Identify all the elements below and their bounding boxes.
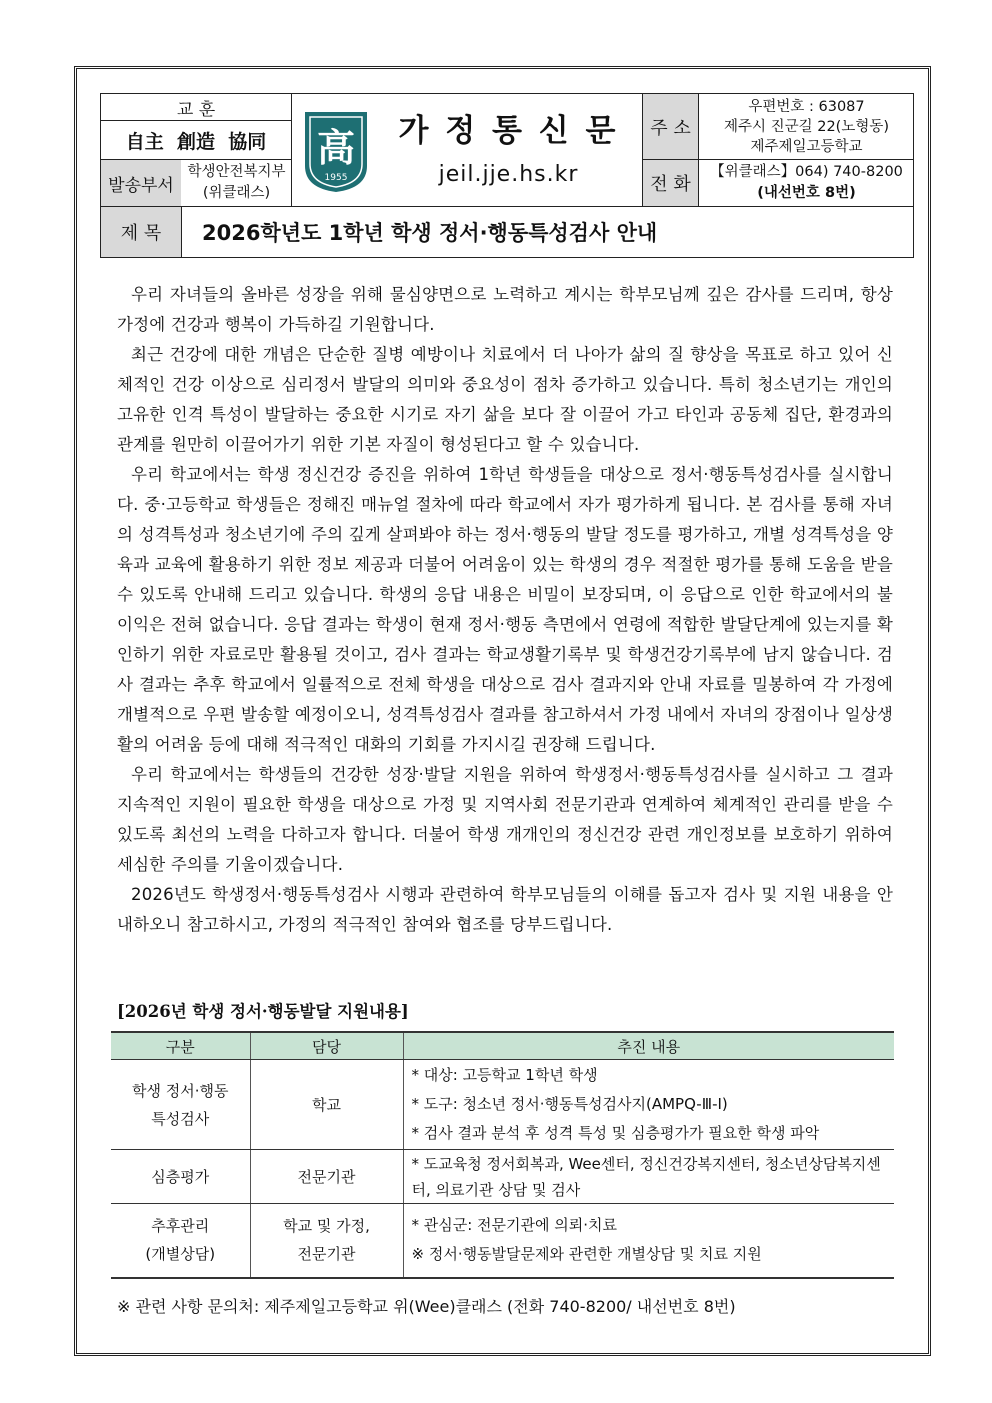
detail-item: * 도구: 청소년 정서·행동특성검사지(AMPQ-Ⅲ-Ⅰ)	[411, 1095, 728, 1113]
row-category: 심층평가	[111, 1150, 250, 1204]
school-emblem-icon	[301, 108, 371, 194]
row-details	[403, 1060, 894, 1150]
paragraph-health-concept: 최근 건강에 대한 개념은 단순한 질병 예방이나 치료에서 더 나아가 삶의 질 향상을 목표로 하고 있어 신체적인 건강 이상으로 심리정서 발달의 의미와 중요성이 점차 증가하고 있습니다. 특히 청소년기는 개인의 고유한 인격 특성이 발달하는 중요한 시기로 자기 삶을 보다 잘 이끌어 가고 타인과 공동체 집단, 환경과의 관계를 원만히 이끌어가기 위한 기본 자질이 형성된다고 할 수 있습니다.	[117, 345, 893, 454]
paragraph-support-plan: 우리 학교에서는 학생들의 건강한 성장·발달 지원을 위하여 학생정서·행동특성검사를 실시하고 그 결과 지속적인 지원이 필요한 학생을 대상으로 가정 및 지역사회 전문기관과 연계하여 체계적인 관리를 받을 수 있도록 최선의 노력을 다하고자 합니다. 더불어 학생 개개인의 정신건강 관련 개인정보를 보호하기 위하여 세심한 주의를 기울이겠습니다.	[117, 765, 893, 874]
contact-note: ※ 관련 사항 문의처: 제주제일고등학교 위(Wee)클래스 (전화 740-8200/ 내선번호 8번)	[117, 1297, 736, 1316]
table-row	[111, 1204, 894, 1278]
postal-code: 우편번호 : 63087	[748, 98, 865, 115]
table-header-row	[111, 1032, 894, 1060]
row-category	[111, 1060, 250, 1150]
phone-number: 【위클래스】064) 740-8200	[710, 164, 903, 180]
owner-line: 전문기관	[297, 1245, 356, 1264]
category-line: 추후관리	[151, 1217, 210, 1236]
dept-line-2: (위클래스)	[202, 185, 271, 201]
school-phone	[699, 160, 914, 206]
school-name: 제주제일고등학교	[750, 138, 863, 155]
school-motto: 自主 創造 協同	[125, 130, 267, 153]
table-row	[111, 1150, 894, 1204]
category-line: (개별상담)	[145, 1245, 216, 1264]
newsletter-title: 가 정 통 신 문	[398, 112, 619, 149]
category-line: 학생 정서·행동	[132, 1081, 229, 1100]
table-row	[111, 1060, 894, 1150]
phone-label: 전 화	[643, 160, 698, 206]
dept-label: 발송부서	[101, 160, 181, 206]
street-address: 제주시 진군길 22(노형동)	[723, 118, 890, 135]
header-owner: 담당	[250, 1032, 403, 1060]
school-website: jeil.jje.hs.kr	[438, 161, 579, 187]
letter-body	[117, 280, 893, 940]
owner-line: 학교 및 가정,	[283, 1217, 370, 1236]
svg-text:高: 高	[316, 125, 356, 170]
extension-number: (내선번호 8번)	[757, 185, 856, 201]
row-details	[403, 1150, 894, 1204]
document-subject: 2026학년도 1학년 학생 정서·행동특성검사 안내	[202, 221, 658, 245]
header-category: 구분	[111, 1032, 250, 1060]
row-details	[403, 1204, 894, 1278]
sending-dept	[182, 160, 291, 206]
support-table	[111, 1031, 894, 1279]
category-line: 특성검사	[151, 1109, 210, 1128]
school-logo	[297, 106, 375, 196]
address-label: 주 소	[643, 94, 698, 159]
detail-item: * 도교육청 정서회복과, Wee센터, 정신건강복지센터, 청소년상담복지센터, 의료기관 상담 및 검사	[411, 1154, 881, 1199]
detail-item: * 대상: 고등학교 1학년 학생	[411, 1066, 598, 1084]
subject-label: 제 목	[101, 207, 181, 257]
letterhead	[100, 93, 914, 258]
svg-text:1955: 1955	[324, 173, 348, 183]
row-category	[111, 1204, 250, 1278]
header-details: 추진 내용	[403, 1032, 894, 1060]
school-address	[699, 94, 914, 159]
detail-item: * 관심군: 전문기관에 의뢰·치료	[411, 1216, 618, 1235]
paragraph-test-description: 우리 학교에서는 학생 정신건강 증진을 위하여 1학년 학생들을 대상으로 정서·행동특성검사를 실시합니다. 중·고등학교 학생들은 정해진 매뉴얼 절차에 따라 학교에서 자가 평가하게 됩니다. 본 검사를 통해 자녀의 성격특성과 청소년기에 주의 깊게 살펴봐야 하는 정서·행동의 발달 정도를 평가하고, 개별 성격특성을 양육과 교육에 활용하기 위한 정보 제공과 더불어 어려움이 있는 학생의 경우 적절한 평가를 통해 도움을 받을 수 있도록 안내해 드리고 있습니다. 학생의 응답 내용은 비밀이 보장되며, 이 응답으로 인한 학교에서의 불이익은 전혀 없습니다. 응답 결과는 학생이 현재 정서·행동 측면에서 연령에 적합한 발달단계에 있는지를 확인하기 위한 자료로만 활용될 것이고, 검사 결과는 학교생활기록부 및 학생건강기록부에 남지 않습니다. 검사 결과는 추후 학교에서 일률적으로 전체 학생을 대상으로 검사 결과지와 안내 자료를 밀봉하여 각 가정에 개별적으로 우편 발송할 예정이오니, 성격특성검사 결과를 참고하셔서 가정 내에서 자녀의 장점이나 일상생활의 어려움 등에 대해 적극적인 대화의 기회를 가지시길 권장해 드립니다.	[117, 465, 893, 754]
dept-line-1: 학생안전복지부	[187, 164, 286, 180]
motto-label: 교 훈	[176, 99, 216, 120]
detail-item: ※ 정서·행동발달문제와 관련한 개별상담 및 치료 지원	[411, 1245, 762, 1264]
row-owner: 전문기관	[250, 1150, 403, 1204]
row-owner	[250, 1204, 403, 1278]
paragraph-closing: 2026년도 학생정서·행동특성검사 시행과 관련하여 학부모님들의 이해를 돕고자 검사 및 지원 내용을 안내하오니 참고하시고, 가정의 적극적인 참여와 협조를 당부드립니다.	[117, 885, 893, 934]
paragraph-greeting: 우리 자녀들의 올바른 성장을 위해 물심양면으로 노력하고 계시는 학부모님께 깊은 감사를 드리며, 항상 가정에 건강과 행복이 가득하길 기원합니다.	[117, 285, 893, 334]
row-owner: 학교	[250, 1060, 403, 1150]
detail-item: * 검사 결과 분석 후 성격 특성 및 심층평가가 필요한 학생 파악	[411, 1124, 820, 1142]
support-table-title: [2026년 학생 정서·행동발달 지원내용]	[117, 1002, 409, 1021]
